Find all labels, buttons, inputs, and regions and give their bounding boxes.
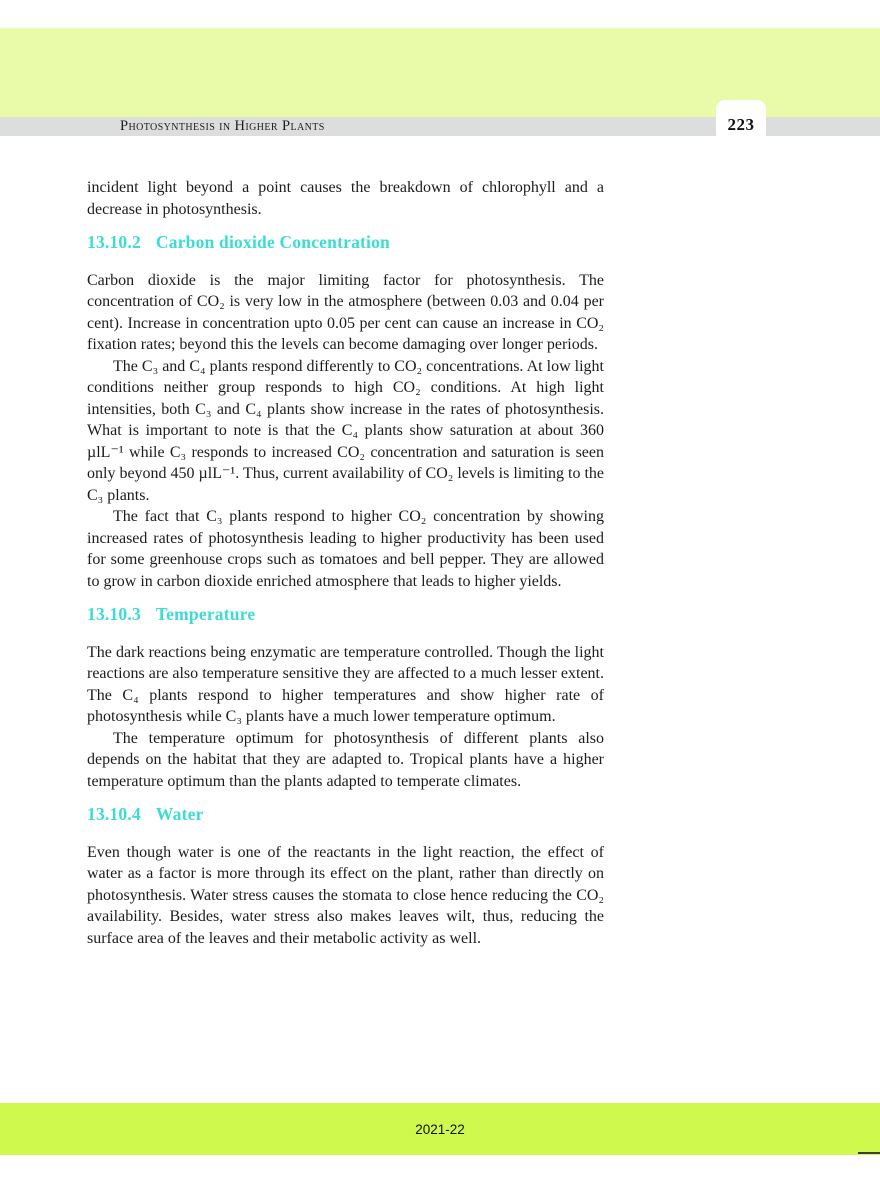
- paragraph: The C₃ and C₄ plants respond differently to CO₂ concentrations. At low light conditions neither group responds to high CO₂ conditions. At high light intensities, both C₃ and C₄ plants show increase in the rates of photosynthesis. What is important to note is that the C₄ plants show saturation at about 360 µlL⁻¹ while C₃ responds to increased CO₂ concentration and saturation is seen only beyond 450 µlL⁻¹. Thus, current availability of CO₂ levels is limiting to the C₃ plants.: [87, 357, 605, 504]
- section-heading-carbon-dioxide: [87, 232, 604, 254]
- section-heading-water: [87, 804, 604, 826]
- paragraph: The dark reactions being enzymatic are temperature controlled. Though the light reactions are also temperature sensitive they are affected to a much lesser extent. The C₄ plants respond to higher temperatures and show higher rate of photosynthesis while C₃ plants have a much lower temperature optimum.: [87, 643, 604, 725]
- footer-color-band: [0, 1103, 880, 1155]
- section-title: Temperature: [155, 604, 256, 624]
- paragraph: Even though water is one of the reactants in the light reaction, the effect of water as a factor is more through its effect on the plant, rather than directly on photosynthesis. Water stress causes the stomata to close hence reducing the CO₂ availability. Besides, water stress also makes leaves wilt, thus, reducing the surface area of the leaves and their metabolic activity as well.: [87, 843, 604, 947]
- section-number: 13.10.2: [87, 232, 141, 252]
- section-title: Water: [155, 804, 204, 824]
- body-column: [87, 177, 604, 949]
- section-number: 13.10.3: [87, 604, 141, 624]
- page-number-box: [716, 100, 766, 142]
- paragraph-intro: incident light beyond a point causes the breakdown of chlorophyll and a decrease in photosynthesis.: [87, 179, 604, 218]
- running-title: Photosynthesis in Higher Plants: [120, 118, 325, 134]
- section-number: 13.10.4: [87, 804, 141, 824]
- page-number: 223: [727, 114, 755, 134]
- section-heading-temperature: [87, 604, 604, 626]
- paragraph: The fact that C₃ plants respond to higher CO₂ concentration by showing increased rates of photosynthesis leading to higher productivity has been used for some greenhouse crops such as tomatoes and bell pepper. They are allowed to grow in carbon dioxide enriched atmosphere that leads to higher yields.: [87, 508, 604, 590]
- paragraph: Carbon dioxide is the major limiting factor for photosynthesis. The concentration of CO₂ is very low in the atmosphere (between 0.03 and 0.04 per cent). Increase in concentration upto 0.05 per cent can cause an increase in CO₂ fixation rates; beyond this the levels can become damaging over longer periods.: [87, 271, 604, 353]
- paragraph: The temperature optimum for photosynthesis of different plants also depends on the habitat that they are adapted to. Tropical plants have a higher temperature optimum than the plants adapted to temperate climates.: [87, 729, 604, 790]
- edition-year-label: 2021-22: [415, 1121, 465, 1137]
- footer-edge-mark: [858, 1152, 880, 1154]
- section-title: Carbon dioxide Concentration: [155, 232, 390, 252]
